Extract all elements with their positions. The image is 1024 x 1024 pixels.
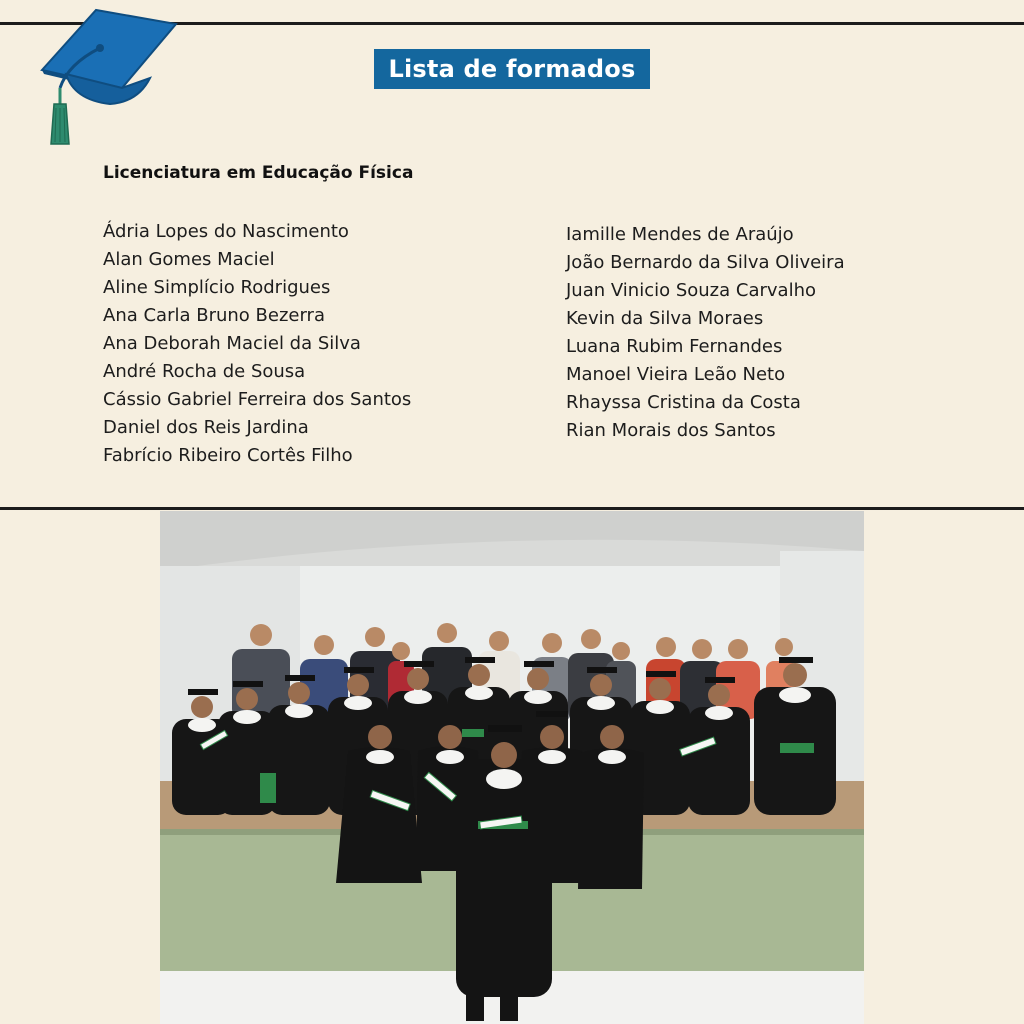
- list-item: Luana Rubim Fernandes: [566, 336, 783, 357]
- list-item: João Bernardo da Silva Oliveira: [566, 252, 845, 273]
- bottom-divider: [0, 507, 1024, 510]
- list-item: Iamille Mendes de Araújo: [566, 224, 794, 245]
- list-item: Manoel Vieira Leão Neto: [566, 364, 786, 385]
- graduates-list-right: [566, 221, 845, 445]
- list-item: Rian Morais dos Santos: [566, 420, 776, 441]
- list-item: Cássio Gabriel Ferreira dos Santos: [103, 389, 412, 410]
- list-item: Kevin da Silva Moraes: [566, 308, 764, 329]
- course-name: Licenciatura em Educação Física: [103, 163, 414, 183]
- group-photo-illustration: [160, 511, 864, 1024]
- page-title: Lista de formados: [374, 49, 650, 89]
- list-item: Ana Deborah Maciel da Silva: [103, 333, 361, 354]
- list-item: Daniel dos Reis Jardina: [103, 417, 309, 438]
- list-item: Juan Vinicio Souza Carvalho: [566, 280, 816, 301]
- group-photo: [160, 511, 864, 1024]
- list-item: André Rocha de Sousa: [103, 361, 306, 382]
- list-item: Ana Carla Bruno Bezerra: [103, 305, 325, 326]
- list-item: Rhayssa Cristina da Costa: [566, 392, 801, 413]
- list-item: Aline Simplício Rodrigues: [103, 277, 331, 298]
- list-item: Alan Gomes Maciel: [103, 249, 275, 270]
- graduation-cap-icon: [38, 4, 178, 146]
- list-item: Fabrício Ribeiro Cortês Filho: [103, 445, 353, 466]
- list-item: Ádria Lopes do Nascimento: [103, 221, 349, 242]
- graduates-list-left: [103, 218, 411, 470]
